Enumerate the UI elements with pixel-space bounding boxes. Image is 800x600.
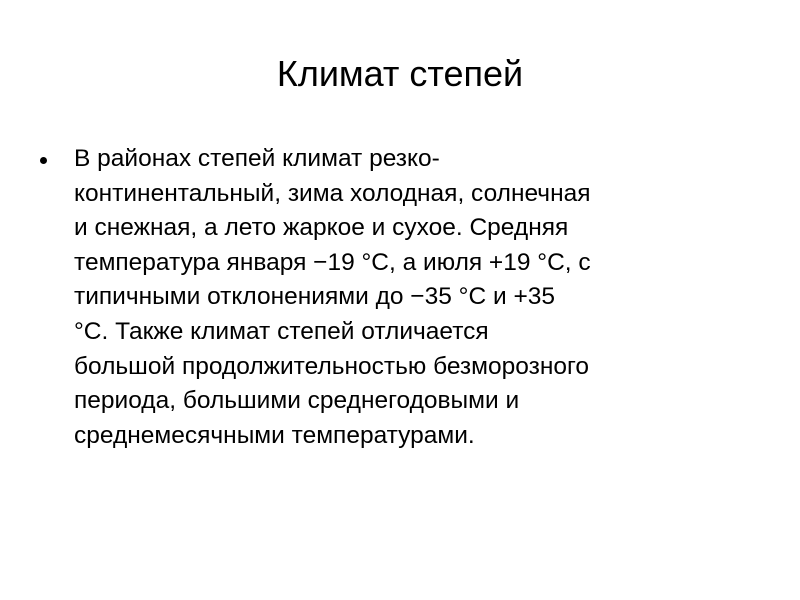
bullet-text-line-2: континентальный, зима холодная, солнечная <box>74 179 591 207</box>
bullet-dot-icon <box>40 157 47 164</box>
bullet-item <box>40 142 760 453</box>
slide-title: Климат степей <box>276 53 524 94</box>
bullet-text-line-7: большой продолжительностью безморозного <box>74 352 590 380</box>
bullet-text-line-4: температура января −19 °C, а июля +19 °C, с <box>74 248 591 276</box>
bullet-text-line-5: типичными отклонениями до −35 °C и +35 <box>74 283 556 311</box>
bullet-text-line-3: и снежная, а лето жаркое и сухое. Средняя <box>74 214 569 242</box>
bullet-text-line-9: среднемесячными температурами. <box>74 421 475 449</box>
bullet-text-line-8: периода, большими среднегодовыми и <box>74 387 520 415</box>
bullet-text-line-6: °C. Также климат степей отличается <box>74 317 489 345</box>
bullet-list <box>40 142 760 453</box>
bullet-text-line-1: В районах степей климат резко- <box>74 145 440 172</box>
